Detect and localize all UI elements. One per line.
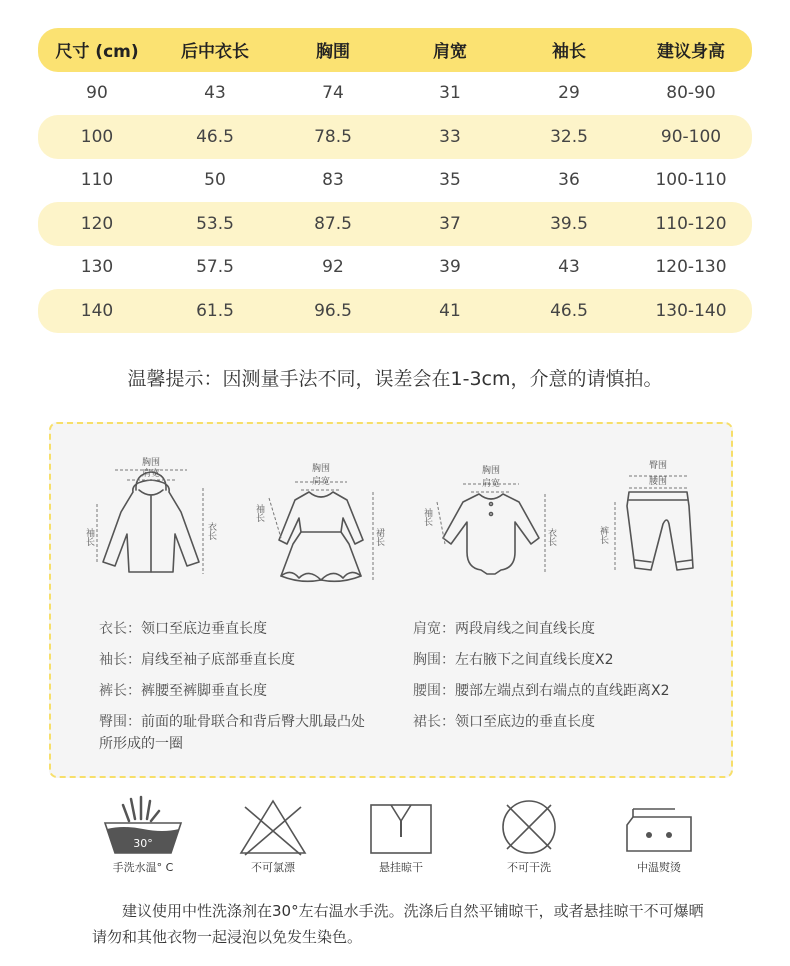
fig-label: 胸围	[481, 466, 501, 476]
definition-label: 臀围：	[99, 714, 141, 730]
table-cell: 53.5	[196, 213, 234, 234]
table-cell: 90	[86, 83, 108, 104]
table-cell: 87.5	[314, 213, 352, 234]
warm-tip: 温馨提示：因测量手法不同，误差会在1-3cm，介意的请慎拍。	[127, 368, 663, 390]
care-item-no-bleach	[218, 795, 328, 875]
table-cell: 140	[80, 300, 114, 321]
definition-text: 两段肩线之间直线长度	[455, 621, 595, 637]
table-cell: 83	[322, 170, 344, 191]
definition-text: 所形成的一圈	[99, 736, 183, 752]
table-cell: 100-110	[655, 170, 727, 191]
table-cell: 39	[439, 257, 461, 278]
table-cell: 43	[204, 83, 226, 104]
definition-text: 左右腋下之间直线长度X2	[455, 652, 614, 668]
definition-label: 肩宽：	[413, 621, 455, 637]
table-cell: 39.5	[550, 213, 588, 234]
table-row	[38, 202, 752, 246]
table-cell: 120	[80, 213, 114, 234]
hang-dry-icon	[351, 795, 451, 857]
header-sleeve: 袖长	[552, 42, 586, 63]
fig-label: 臀围	[648, 461, 668, 471]
definition-item	[413, 618, 595, 640]
care-caption: 手洗水温° C	[112, 861, 174, 874]
definition-text: 腰部左端点到右端点的直线距离X2	[455, 683, 670, 699]
definition-label: 裤长：	[99, 683, 141, 699]
fig-label: 肩宽	[141, 469, 161, 479]
jacket-measure-icon	[81, 452, 221, 592]
fig-label: 衣长	[546, 528, 556, 546]
table-cell: 57.5	[196, 257, 234, 278]
fig-label: 肩宽	[481, 479, 501, 489]
table-cell: 31	[439, 83, 461, 104]
table-cell: 130	[80, 257, 114, 278]
definition-text: 领口至底边的垂直长度	[455, 714, 595, 730]
table-cell: 50	[204, 170, 226, 191]
header-shoulder: 肩宽	[433, 42, 467, 63]
care-item-no-dry-clean	[474, 795, 584, 875]
table-row	[38, 72, 752, 116]
care-caption: 中温熨烫	[637, 861, 681, 874]
definition-text: 裤腰至裤脚垂直长度	[141, 683, 267, 699]
definition-text: 肩线至袖子底部垂直长度	[141, 652, 295, 668]
fig-label: 袖长	[84, 528, 94, 546]
fig-label: 胸围	[141, 458, 161, 468]
table-cell: 29	[558, 83, 580, 104]
fig-label: 胸围	[311, 464, 331, 474]
table-cell: 61.5	[196, 300, 234, 321]
table-cell: 43	[558, 257, 580, 278]
fig-label: 腰围	[648, 477, 668, 487]
definition-item	[413, 680, 670, 702]
care-caption: 不可干洗	[507, 861, 551, 874]
table-cell: 90-100	[660, 126, 722, 147]
size-table	[38, 28, 752, 333]
definition-label: 裙长：	[413, 714, 455, 730]
table-cell: 32.5	[550, 126, 588, 147]
hand-wash-icon	[93, 795, 193, 857]
care-item-hand-wash	[88, 795, 198, 875]
no-dry-clean-icon	[479, 795, 579, 857]
header-size: 尺寸 (cm)	[55, 42, 139, 63]
medium-iron-icon	[609, 795, 709, 857]
definition-label: 胸围：	[413, 652, 455, 668]
romper-measure-icon	[421, 452, 561, 592]
header-height: 建议身高	[657, 42, 725, 63]
definition-item	[99, 618, 267, 640]
definition-item	[413, 649, 614, 671]
fig-label: 裙长	[374, 528, 384, 546]
size-table-header	[38, 28, 752, 72]
table-cell: 37	[439, 213, 461, 234]
fig-label: 袖长	[254, 504, 264, 522]
care-caption: 悬挂晾干	[379, 861, 423, 874]
fig-label: 肩宽	[311, 477, 331, 487]
fig-label: 裤长	[598, 526, 608, 544]
definition-text: 前面的耻骨联合和背后臀大肌最凸处	[141, 714, 365, 730]
table-cell: 74	[322, 83, 344, 104]
table-cell: 130-140	[655, 300, 727, 321]
table-cell: 41	[439, 300, 461, 321]
table-row	[38, 246, 752, 290]
definition-item	[99, 711, 365, 755]
table-cell: 36	[558, 170, 580, 191]
table-cell: 78.5	[314, 126, 352, 147]
table-row	[38, 289, 752, 333]
care-item-medium-iron	[604, 795, 714, 875]
table-cell: 35	[439, 170, 461, 191]
table-cell: 46.5	[550, 300, 588, 321]
wash-temperature: 30°	[133, 837, 153, 850]
table-cell: 120-130	[655, 257, 727, 278]
table-cell: 110	[80, 170, 114, 191]
table-cell: 46.5	[196, 126, 234, 147]
header-back-length: 后中衣长	[181, 42, 249, 63]
measure-guide	[49, 422, 733, 778]
table-cell: 100	[80, 126, 114, 147]
definition-label: 袖长：	[99, 652, 141, 668]
table-cell: 80-90	[666, 83, 716, 104]
pants-measure-icon	[591, 452, 711, 592]
definition-label: 腰围：	[413, 683, 455, 699]
fig-label: 袖长	[422, 508, 432, 526]
care-caption: 不可氯漂	[251, 861, 295, 874]
no-bleach-icon	[223, 795, 323, 857]
table-cell: 110-120	[655, 213, 727, 234]
header-chest: 胸围	[316, 42, 350, 63]
definition-item	[99, 680, 267, 702]
table-row	[38, 115, 752, 159]
definition-text: 领口至底边垂直长度	[141, 621, 267, 637]
table-cell: 92	[322, 257, 344, 278]
care-item-hang-dry	[346, 795, 456, 875]
table-cell: 96.5	[314, 300, 352, 321]
fig-label: 衣长	[206, 522, 216, 540]
table-row	[38, 159, 752, 203]
definition-item	[99, 649, 295, 671]
definition-item	[413, 711, 595, 733]
definition-label: 衣长：	[99, 621, 141, 637]
dress-measure-icon	[251, 452, 391, 592]
care-note: 建议使用中性洗涤剂在30°左右温水手洗。洗涤后自然平铺晾干，或者悬挂晾干不可爆晒请勿和其他衣物一起浸泡以免发生染色。	[92, 902, 704, 946]
table-cell: 33	[439, 126, 461, 147]
